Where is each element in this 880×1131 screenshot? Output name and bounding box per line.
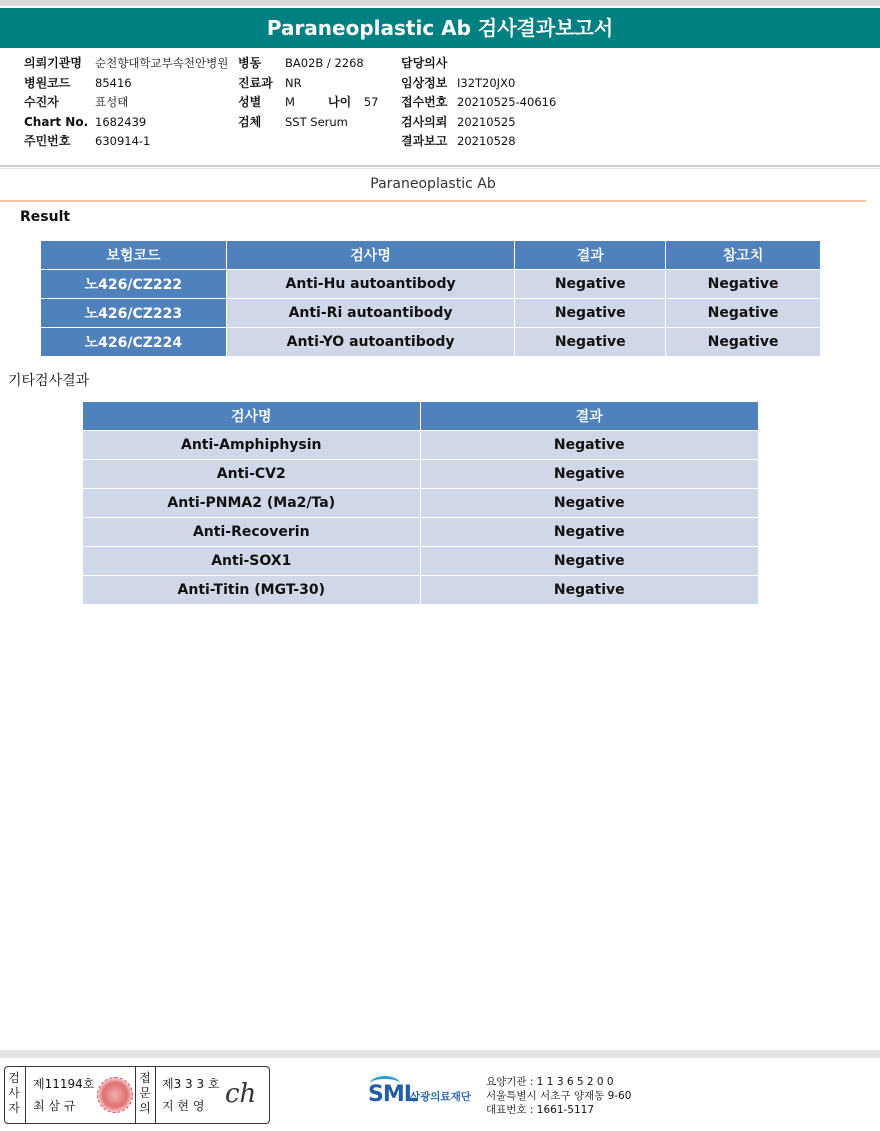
info-row [24, 132, 228, 152]
table-row [83, 518, 759, 547]
table-row [41, 299, 821, 328]
table-cell: Anti-Hu autoantibody [226, 270, 515, 299]
info-label: 수진자 [24, 95, 59, 109]
table-cell: Anti-Titin (MGT-30) [83, 576, 421, 605]
table-cell: Negative [666, 299, 821, 328]
tester-number: 제11194호 [33, 1077, 95, 1091]
info-row [401, 54, 556, 74]
table-cell: Negative [420, 489, 758, 518]
info-row [24, 113, 228, 133]
info-row [238, 54, 364, 74]
column-header: 결과 [420, 402, 758, 431]
table-row [83, 547, 759, 576]
column-header: 보험코드 [41, 241, 227, 270]
info-label: 주민번호 [24, 134, 71, 148]
info-row [24, 54, 228, 74]
info-label: 임상정보 [401, 75, 448, 90]
info-value: I32T20JX0 [457, 75, 516, 90]
lab-info-line: 대표번호 : 1661-5117 [486, 1104, 595, 1116]
signature: ch [225, 1079, 257, 1109]
other-results-table [82, 401, 759, 605]
patient-info-col1 [24, 54, 228, 152]
table-cell: Anti-YO autoantibody [226, 328, 515, 357]
info-label: 의뢰기관명 [24, 56, 82, 70]
info-row [24, 93, 228, 113]
info-value: 20210525-40616 [457, 95, 557, 109]
info-label: 진료과 [238, 75, 273, 90]
top-border [0, 0, 880, 6]
table-cell: Negative [420, 547, 758, 576]
table-row [83, 460, 759, 489]
table-row [83, 576, 759, 605]
info-value: 20210528 [457, 134, 516, 148]
age-field [328, 93, 378, 113]
column-header: 검사명 [226, 241, 515, 270]
table-header-row [41, 241, 821, 270]
tester-label: 검 사 자 [8, 1071, 20, 1115]
table-cell: Anti-Amphiphysin [83, 431, 421, 460]
footer-border [0, 1050, 880, 1058]
table-cell: Negative [666, 328, 821, 357]
tester-name: 최 삼 규 [33, 1099, 76, 1113]
org-name: 삼광의료재단 [410, 1091, 471, 1103]
info-value: BA02B / 2268 [285, 56, 364, 70]
table-cell: Anti-SOX1 [83, 547, 421, 576]
info-label: 성별 [238, 95, 262, 109]
table-cell: Negative [515, 270, 666, 299]
column-header: 검사명 [83, 402, 421, 431]
table-cell: 노426/CZ224 [41, 328, 227, 357]
info-row [401, 132, 556, 152]
age-value: 57 [363, 95, 379, 109]
table-cell: Negative [420, 576, 758, 605]
info-value: SST Serum [285, 114, 348, 129]
info-row [401, 113, 556, 133]
lab-info-line: 서울특별시 서초구 양재동 9-60 [486, 1090, 632, 1102]
divider [0, 168, 880, 169]
info-label: 접수번호 [401, 95, 448, 109]
info-row [238, 113, 364, 133]
table-header-row [83, 402, 759, 431]
table-cell: Anti-Recoverin [83, 518, 421, 547]
divider [0, 165, 880, 167]
approver-name: 지 현 영 [162, 1099, 205, 1113]
approver-label: 접 문 의 [139, 1071, 151, 1115]
info-value: 630914-1 [95, 134, 151, 148]
table-cell: Negative [420, 431, 758, 460]
other-results-label: 기타검사결과 [8, 373, 90, 389]
result-table [40, 240, 821, 357]
info-value: 20210525 [457, 114, 516, 129]
info-label: 담당의사 [401, 56, 448, 70]
table-cell: Negative [420, 518, 758, 547]
info-value: NR [285, 75, 302, 90]
result-label: Result [20, 209, 71, 225]
table-cell: 노426/CZ223 [41, 299, 227, 328]
info-value: 표성태 [95, 95, 129, 109]
table-cell: Negative [666, 270, 821, 299]
info-row [401, 74, 556, 94]
info-value: 85416 [95, 75, 132, 90]
table-cell: Anti-Ri autoantibody [226, 299, 515, 328]
info-value: 1682439 [95, 114, 147, 129]
section-underline [0, 200, 866, 202]
table-row [41, 328, 821, 357]
table-cell: Negative [420, 460, 758, 489]
seal-stamp-icon [97, 1077, 133, 1113]
table-cell: 노426/CZ222 [41, 270, 227, 299]
info-value: 순천향대학교부속천안병원 [95, 56, 229, 70]
table-row [83, 431, 759, 460]
info-label: Chart No. [24, 114, 89, 129]
table-cell: Anti-CV2 [83, 460, 421, 489]
age-label: 나이 [328, 95, 352, 109]
column-header: 참고치 [666, 241, 821, 270]
report-title: Paraneoplastic Ab 검사결과보고서 [0, 8, 880, 48]
info-row [24, 74, 228, 94]
section-title: Paraneoplastic Ab [370, 176, 496, 192]
info-label: 병동 [238, 56, 262, 70]
table-cell: Negative [515, 299, 666, 328]
column-header: 결과 [515, 241, 666, 270]
lab-info [486, 1075, 631, 1117]
signature-box [4, 1066, 270, 1124]
info-label: 병원코드 [24, 75, 71, 90]
info-label: 검체 [238, 114, 262, 129]
info-row [401, 93, 556, 113]
table-row [83, 489, 759, 518]
info-label: 결과보고 [401, 134, 448, 148]
table-row [41, 270, 821, 299]
patient-info-col3 [401, 54, 556, 152]
table-cell: Anti-PNMA2 (Ma2/Ta) [83, 489, 421, 518]
info-value: M [285, 95, 295, 109]
approver-number: 제3 3 3 호 [162, 1077, 220, 1091]
lab-info-line: 요양기관 : 1 1 3 6 5 2 0 0 [486, 1076, 614, 1088]
info-row [238, 74, 364, 94]
table-cell: Negative [515, 328, 666, 357]
info-label: 검사의뢰 [401, 114, 448, 129]
sml-logo: SML 삼광의료재단 [368, 1074, 478, 1114]
